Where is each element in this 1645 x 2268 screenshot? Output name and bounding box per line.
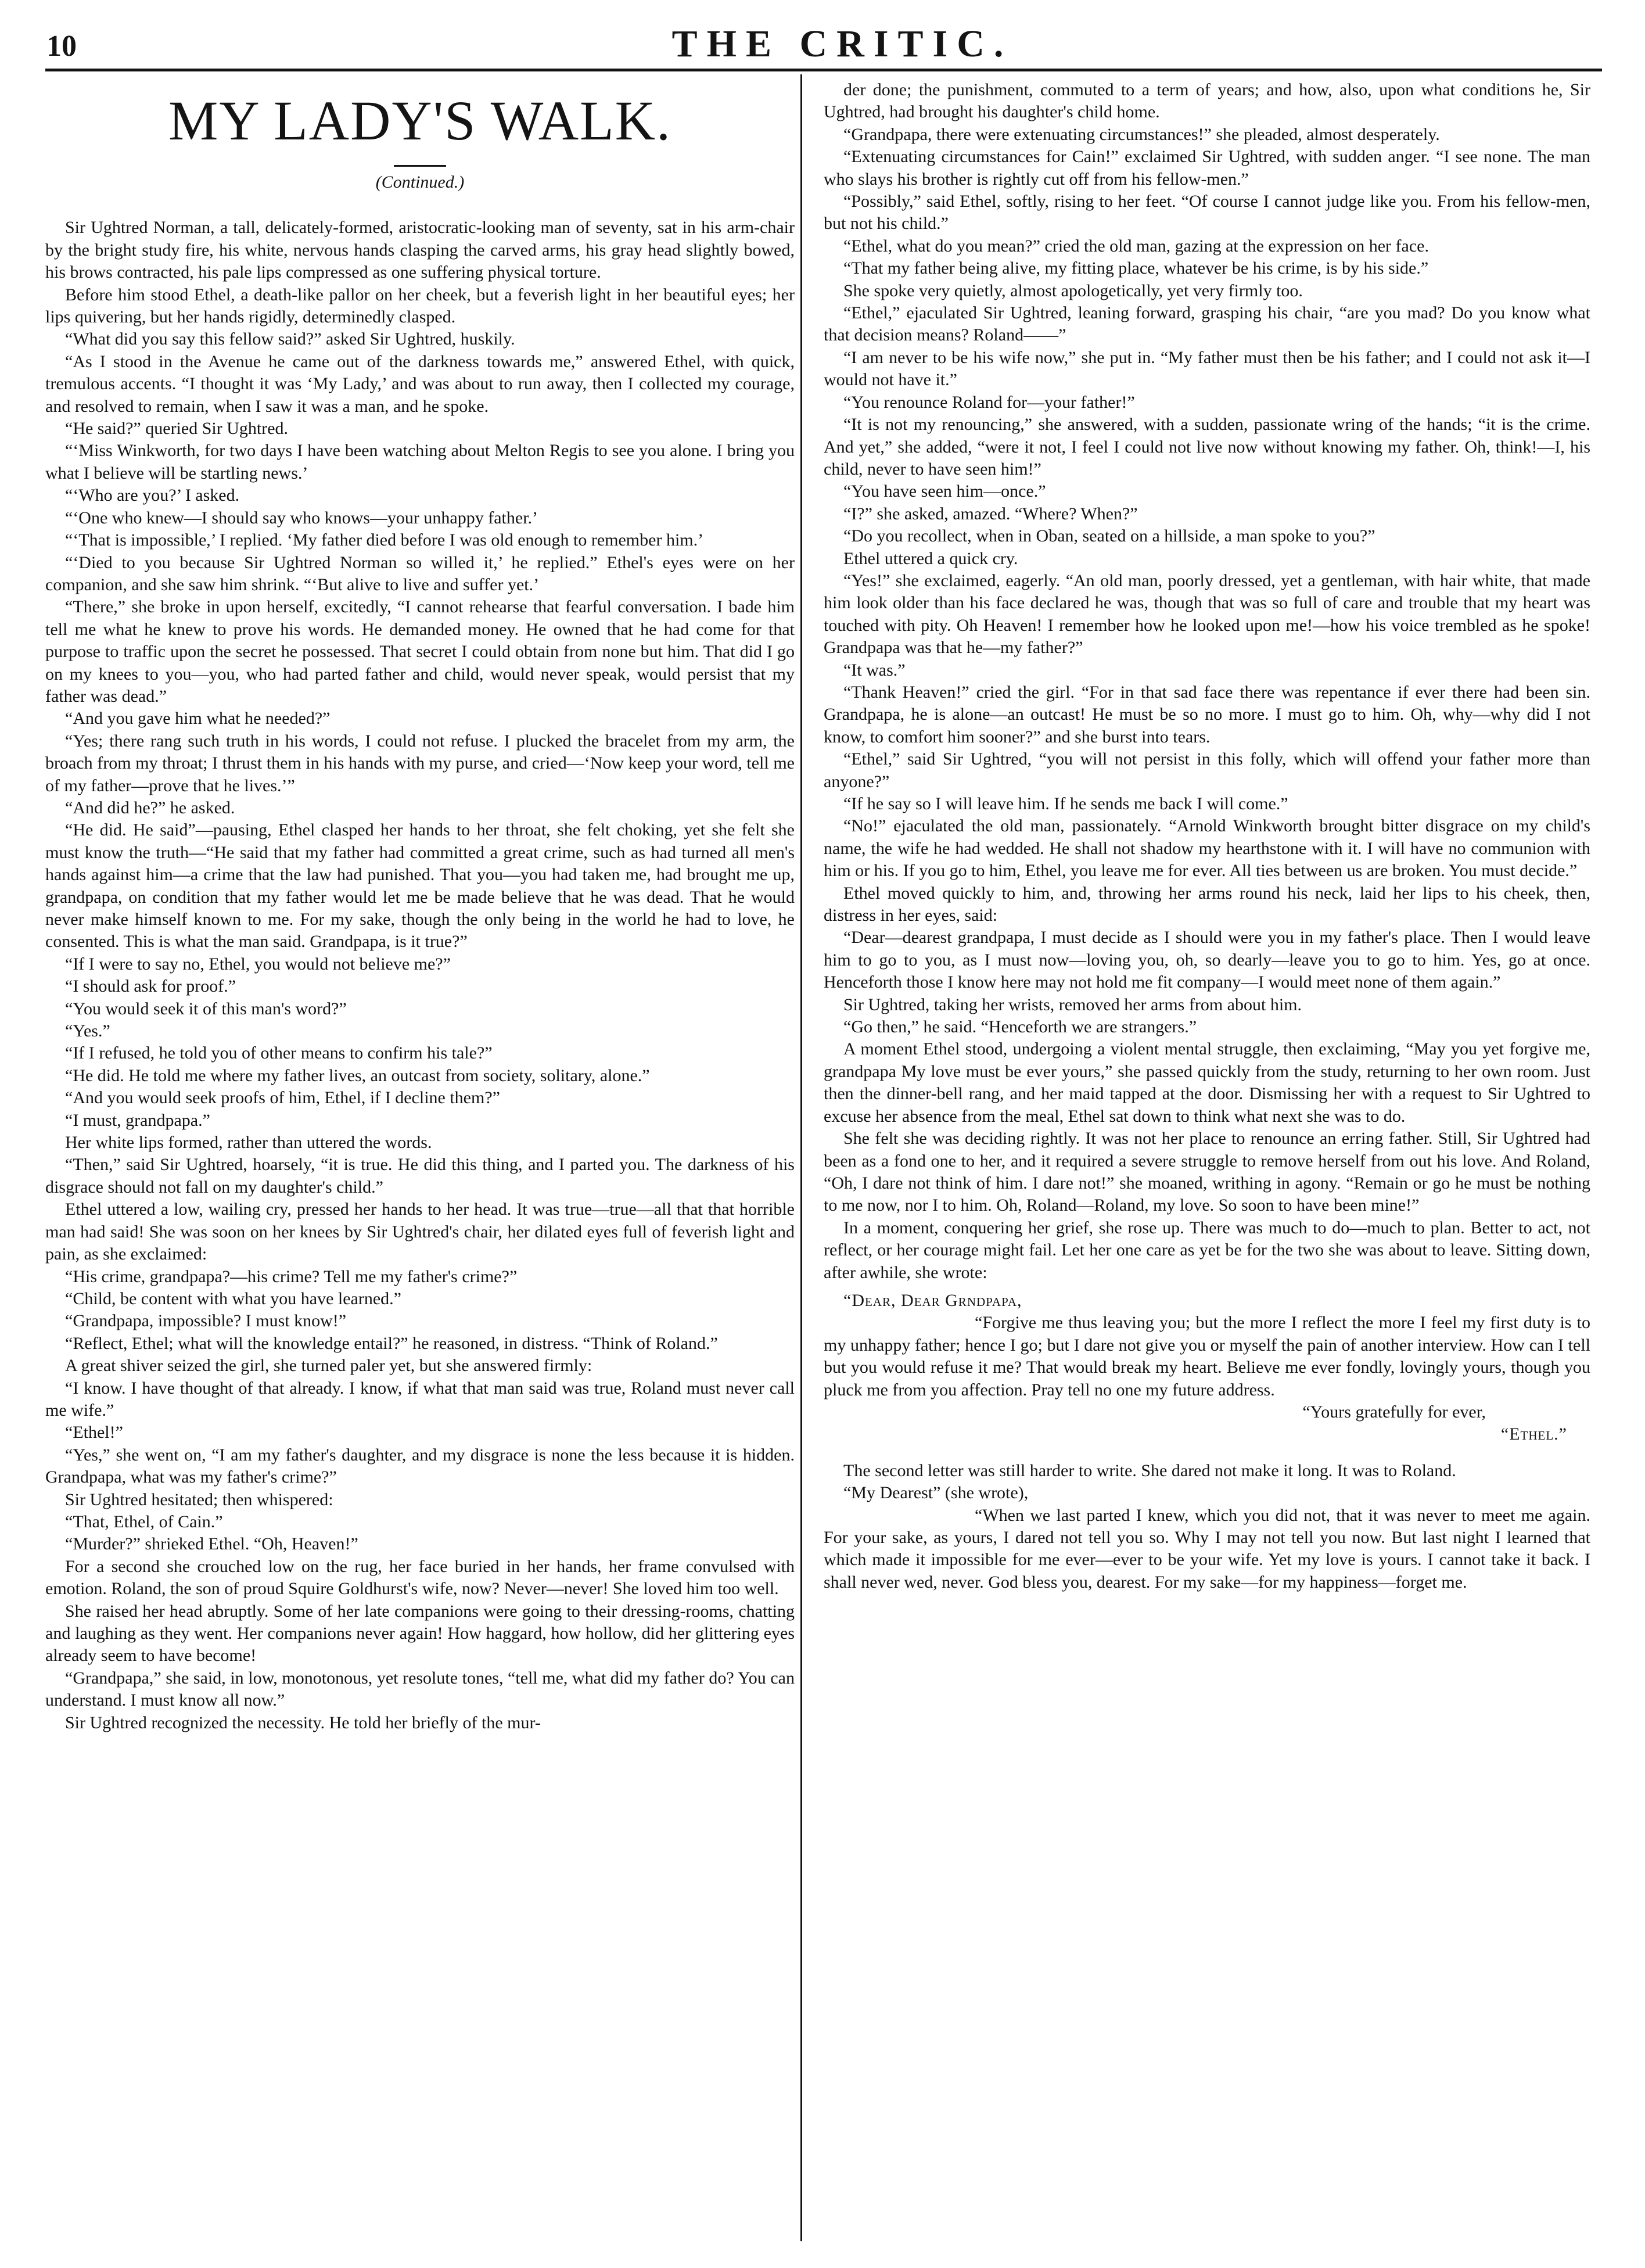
paragraph: “Grandpapa,” she said, in low, monotonous, yet resolute tones, “tell me, what did my father do? You can understand. I must know all now.” [45,1668,795,1710]
page-number: 10 [46,30,77,63]
paragraph: “Ethel, what do you mean?” cried the old man, gazing at the expression on her face. [843,236,1429,256]
paragraph: Sir Ughtred, taking her wrists, removed her arms from about him. [843,995,1302,1014]
paragraph: “He said?” queried Sir Ughtred. [65,419,289,439]
paragraph: Before him stood Ethel, a death-like pallor on her cheek, but a feverish light in her beautiful eyes; her lips quivering, but her hands rigidly, determinedly clasped. [45,285,795,327]
paragraph: She spoke very quietly, almost apologetically, yet very firmly too. [843,281,1303,300]
paragraph: Sir Ughtred hesitated; then whispered: [65,1490,333,1509]
paragraph: “What did you say this fellow said?” asked Sir Ughtred, huskily. [65,329,515,349]
paragraph: “If I were to say no, Ethel, you would not believe me?” [65,954,451,974]
paragraph: Sir Ughtred Norman, a tall, delicately-formed, aristocratic-looking man of seventy, sat in his arm-chair by the bright study fire, his white, nervous hands clasping the carved arms, his gray head slightly bowed, his brows contracted, his pale lips compressed as one suffering physical torture. [45,218,795,282]
paragraph: “Then,” said Sir Ughtred, hoarsely, “it is true. He did this thing, and I parted you. The darkness of his disgrace should not fall on my daughter's child.” [45,1155,795,1197]
paragraph: “‘That is impossible,’ I replied. ‘My father died before I was old enough to remember him.’ [65,530,704,550]
paragraph: “Grandpapa, there were extenuating circumstances!” she pleaded, almost desperately. [843,124,1440,144]
paragraph: “Yes,” she went on, “I am my father's daughter, and my disgrace is none the less because it is hidden. Grandpapa, what was my father's crime?” [45,1445,795,1487]
header-rule [45,69,1602,71]
letter-salutation: “My Dearest” (she wrote), [843,1483,1029,1503]
paragraph: Ethel moved quickly to him, and, throwing her arms round his neck, laid her lips to his cheek, then, distress in her eyes, said: [824,883,1590,925]
right-column [824,79,1590,1594]
paragraph: Sir Ughtred recognized the necessity. He told her briefly of the mur- [65,1713,541,1732]
paragraph: Ethel uttered a low, wailing cry, pressed her hands to her head. It was true—true—all that that horrible man had said! She was soon on her knees by Sir Ughtred's chair, her dilated eyes full of feverish light and pain, as she exclaimed: [45,1200,795,1264]
paragraph: A moment Ethel stood, undergoing a violent mental struggle, then exclaiming, “May you yet forgive me, grandpapa My love must be ever yours,” she passed quickly from the study, returning to her own room. Just then the dinner-bell rang, and her maid tapped at the door. Dismissing her with a request to Sir Ughtred to excuse her absence from the meal, Ethel sat down to think what next she was to do. [824,1039,1590,1126]
article-subtitle: (Continued.) [375,173,465,192]
letter-body: “Forgive me thus leaving you; but the more I reflect the more I feel my first duty is to my unhappy father; hence I go; but I dare not give you or myself the pain of another interview. How can I tell but you would refuse it me? That would break my heart. Believe me ever fondly, lovingly yours, though you pluck me from you affection. Pray tell no one my future address. [824,1313,1590,1399]
paragraph: “I must, grandpapa.” [65,1110,210,1130]
letter-body: “When we last parted I knew, which you did not, that it was never to meet me again. For your sake, as yours, I dared not tell you so. Why I may not tell you now. But last night I learned that which made it impossible for me ever—ever to be your wife. Yet my love is yours. I cannot take it back. I shall never wed, never. God bless you, dearest. For my sake—for my happiness—forget me. [824,1505,1590,1592]
paragraph: “And did he?” he asked. [65,798,235,817]
paragraph: “It is not my renouncing,” she answered, with a sudden, passionate wring of the hands; “it is the crime. And yet,” she added, “were it not, I feel I could not live now without knowing my father. Oh, think!—I, his child, never to have seen him!” [824,415,1590,479]
paragraph: “Possibly,” said Ethel, softly, rising to her feet. “Of course I cannot judge like you. From his fellow-men, but not his child.” [824,192,1590,234]
paragraph: She felt she was deciding rightly. It was not her place to renounce an erring father. Still, Sir Ughtred had been as a fond one to her, and it required a severe struggle to remove herself from out his love. And Roland, “Oh, I dare not think of him. I dare not!” she moaned, writhing in agony. “Remain or go he must be nothing to me now, nor I to him. Oh, Roland—Roland, my love. So soon to have been mine!” [824,1129,1590,1215]
paragraph: Her white lips formed, rather than uttered the words. [65,1133,432,1153]
paragraph: “Yes!” she exclaimed, eagerly. “An old man, poorly dressed, yet a gentleman, with hair white, that made him look older than his face declared he was, though that was so full of care and trouble that my heart was touched with pity. Oh Heaven! I remember how he looked upon me!—how his voice trembled as he spoke! Grandpapa was that he—my father?” [824,570,1590,658]
paragraph: “I know. I have thought of that already. I know, if what that man said was true, Roland must never call me wife.” [45,1378,795,1420]
paragraph: “His crime, grandpapa?—his crime? Tell me my father's crime?” [65,1266,518,1286]
paragraph: “As I stood in the Avenue he came out of the darkness towards me,” answered Ethel, with quick, tremulous accents. “I thought it was ‘My Lady,’ and was about to run away, then I collected my courage, and resolved to remain, when I saw it was a man, and he spoke. [45,351,795,416]
paragraph: “‘One who knew—I should say who knows—your unhappy father.’ [65,508,538,527]
title-rule [394,165,446,167]
paragraph: “‘Who are you?’ I asked. [65,486,240,505]
paragraph: “You renounce Roland for—your father!” [843,392,1135,412]
paragraph: “I?” she asked, amazed. “Where? When?” [843,504,1138,523]
paragraph: “Ethel,” ejaculated Sir Ughtred, leaning forward, grasping his chair, “are you mad? Do you know what that decision means? Roland——” [824,303,1590,345]
paragraph: “Ethel!” [65,1423,123,1442]
paragraph: In a moment, conquering her grief, she rose up. There was much to do—much to plan. Better to act, not reflect, or her courage might fail. Let her one care as yet be for the two she was about to leave. Sitting down, after awhile, she wrote: [824,1218,1590,1282]
paragraph: der done; the punishment, commuted to a term of years; and how, also, upon what conditions he, Sir Ughtred, had brought his daughter's child home. [824,80,1590,122]
letter-salutation: “Dear, Dear Grndpapa, [843,1290,1022,1310]
paragraph: “Dear—dearest grandpapa, I must decide as I should were you in my father's place. Then I would leave him to go to you, as I must now—loving you, oh, so dearly—leave you to go to him. Yes, go at once. Henceforth those I know here may not hold me fit company—I would meet none of them again.” [824,928,1590,992]
paragraph: “That my father being alive, my fitting place, whatever be his crime, is by his side.” [843,259,1429,278]
paragraph: “Grandpapa, impossible? I must know!” [65,1311,347,1331]
left-column [45,82,795,1734]
paragraph: She raised her head abruptly. Some of her late companions were going to their dressing-rooms, chatting and laughing as they went. Her companions never again! How haggard, how hollow, did her glittering eyes already seem to have become! [45,1601,795,1666]
paragraph: “‘Miss Winkworth, for two days I have been watching about Melton Regis to see you alone. I bring you what I believe will be startling news.’ [45,441,795,483]
paragraph: “Reflect, Ethel; what will the knowledge entail?” he reasoned, in distress. “Think of Roland.” [65,1333,718,1353]
paragraph: “Go then,” he said. “Henceforth we are strangers.” [843,1017,1197,1037]
article-title: MY LADY'S WALK. [168,89,671,152]
paragraph: “And you would seek proofs of him, Ethel, if I decline them?” [65,1088,500,1108]
paragraph: “Yes; there rang such truth in his words, I could not refuse. I plucked the bracelet from my arm, the broach from my throat; I thrust them in his hands with my purse, and cried—‘Now keep your word, tell me of my father—prove that he lives.’” [45,731,795,795]
paragraph: “He did. He told me where my father lives, an outcast from society, solitary, alone.” [65,1065,650,1085]
paragraph: “I am never to be his wife now,” she put in. “My father must then be his father; and I could not ask it—I would not have it.” [824,347,1590,390]
publication-masthead: THE CRITIC. [671,23,1013,65]
letter-closing: “Yours gratefully for ever, [1302,1402,1486,1422]
paragraph: “That, Ethel, of Cain.” [65,1512,223,1531]
paragraph: “And you gave him what he needed?” [65,709,331,729]
column-rule [800,74,802,2241]
paragraph: “You would seek it of this man's word?” [65,999,347,1018]
paragraph: “If he say so I will leave him. If he sends me back I will come.” [843,794,1288,813]
paragraph: “Do you recollect, when in Oban, seated on a hillside, a man spoke to you?” [843,526,1375,546]
paragraph: “No!” ejaculated the old man, passionately. “Arnold Winkworth brought bitter disgrace on my child's name, the wife he had wedded. He shall not shadow my hearthstone with it. I will have no communion with him or his. If you go to him, Ethel, you leave me for ever. All ties between us are broken. You must decide.” [824,816,1590,881]
paragraph: “‘Died to you because Sir Ughtred Norman so willed it,’ he replied.” Ethel's eyes were on her companion, and she saw him shrink. “‘But alive to live and suffer yet.’ [45,552,795,594]
paragraph: “It was.” [843,660,906,680]
paragraph: “You have seen him—once.” [843,482,1046,501]
paragraph: For a second she crouched low on the rug, her face buried in her hands, her frame convulsed with emotion. Roland, the son of proud Squire Goldhurst's wife, now? Never—never! She loved him too well. [45,1556,795,1599]
paragraph: The second letter was still harder to write. She dared not make it long. It was to Roland. [843,1460,1456,1480]
paragraph: “I should ask for proof.” [65,977,236,996]
right-column-body [824,79,1590,1284]
letter-signature: “Ethel.” [1500,1424,1567,1444]
paragraph: “Ethel,” said Sir Ughtred, “you will not persist in this folly, which will offend your father more than anyone?” [824,749,1590,791]
paragraph: Ethel uttered a quick cry. [843,548,1018,568]
paragraph: “If I refused, he told you of other means to confirm his tale?” [65,1043,493,1063]
paragraph: “He did. He said”—pausing, Ethel clasped her hands to her throat, she felt choking, yet she felt she must know the truth—“He said that my father had committed a great crime, such as had turned all men's hands against him—a crime that the law had punished. That you—you had taken me, had brought me up, grandpapa, on condition that my father would let me be made believe that he was dead. That he would never make himself known to me. For my sake, though the only being in the world he had to love, he consented. This is what the man said. Grandpapa, is it true?” [45,820,795,952]
paragraph: “Yes.” [65,1021,110,1041]
paragraph: “Murder?” shrieked Ethel. “Oh, Heaven!” [65,1534,358,1554]
paragraph: “Thank Heaven!” cried the girl. “For in that sad face there was repentance if ever there had been sin. Grandpapa, he is alone—an outcast! He must be so no more. I must go to him. Oh, why—why did I not know, to comfort him sooner?” and she burst into tears. [824,682,1590,747]
paragraph: “There,” she broke in upon herself, excitedly, “I cannot rehearse that fearful conversation. I bade him tell me what he knew to prove his words. He demanded money. He owned that he had come for that purpose to traffic upon the secret he possessed. That secret I could obtain from none but him. That did I go on my knees to you—you, who had parted father and child, would never speak, would persist that my father was dead.” [45,597,795,706]
paragraph: “Child, be content with what you have learned.” [65,1289,401,1308]
left-column-body [45,217,795,1734]
paragraph: “Extenuating circumstances for Cain!” exclaimed Sir Ughtred, with sudden anger. “I see none. The man who slays his brother is rightly cut off from his fellow-men.” [824,147,1590,189]
paragraph: A great shiver seized the girl, she turned paler yet, but she answered firmly: [65,1356,592,1376]
